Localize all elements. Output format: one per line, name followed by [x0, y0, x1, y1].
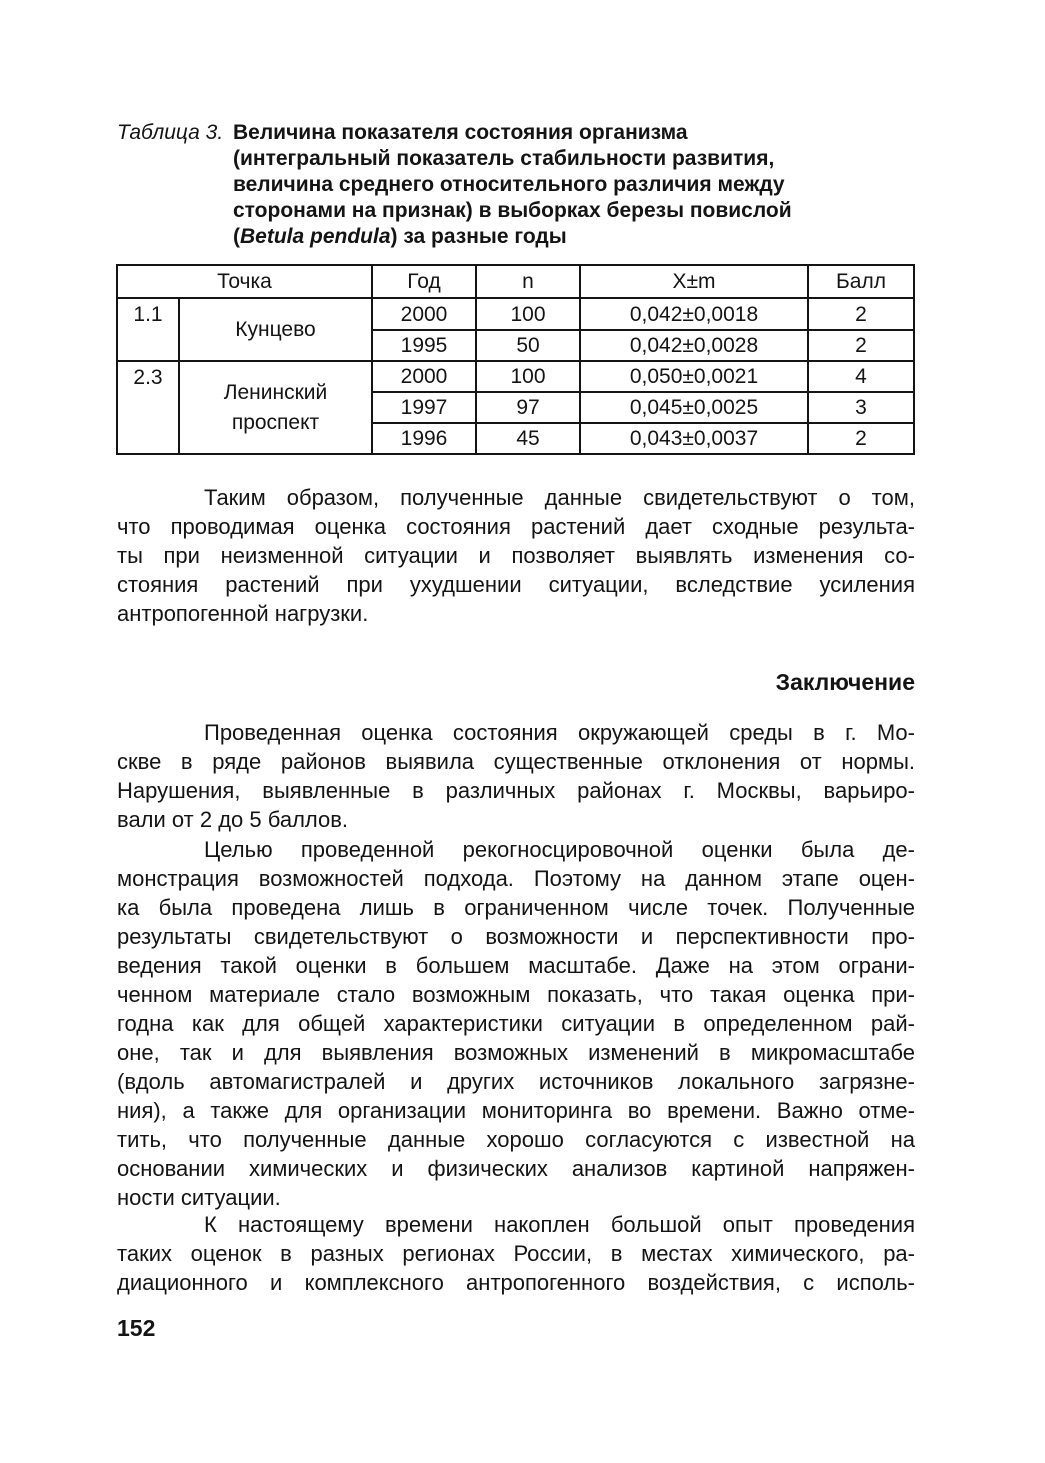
cell-score: 2 — [808, 423, 914, 454]
table-caption-label: Таблица 3. — [117, 121, 224, 144]
text-line: ведения такой оценки в большем масштабе. Даже на этом ограни- — [117, 953, 915, 978]
body-paragraph — [117, 1210, 915, 1297]
cell-mean: 0,042±0,0028 — [580, 330, 808, 361]
cell-year: 1997 — [372, 392, 476, 423]
cell-mean: 0,050±0,0021 — [580, 361, 808, 392]
cell-year: 1996 — [372, 423, 476, 454]
text-line: стояния растений при ухудшении ситуации, вследствие усиления — [117, 572, 915, 597]
table-header-row — [117, 265, 914, 298]
caption-line: (интегральный показатель стабильности развития, — [233, 147, 775, 170]
cell-score: 4 — [808, 361, 914, 392]
point-name-line: Ленинский — [223, 380, 328, 404]
text-line: Целью проведенной рекогносцировочной оценки была де- — [204, 837, 915, 862]
caption-line-rest: ) за разные годы — [390, 225, 567, 248]
body-paragraph — [117, 835, 915, 1212]
caption-line: величина среднего относительного различия между — [233, 173, 785, 196]
cell-mean: 0,043±0,0037 — [580, 423, 808, 454]
caption-line: сторонами на признак) в выборках березы повислой — [233, 199, 792, 222]
text-line: вали от 2 до 5 баллов. — [117, 807, 349, 832]
point-name-line: проспект — [231, 410, 320, 434]
header-year: Год — [372, 265, 476, 298]
text-line: ченном материале стало возможным показать, что такая оценка при- — [117, 982, 915, 1007]
text-line: антропогенной нагрузки. — [117, 601, 369, 626]
cell-score: 2 — [808, 298, 914, 330]
text-line: Проведенная оценка состояния окружающей среды в г. Мо- — [204, 720, 915, 745]
caption-line: Величина показателя состояния организма — [233, 121, 688, 144]
text-line: тить, что полученные данные хорошо согласуются с известной на — [117, 1127, 915, 1152]
text-line: К настоящему времени накоплен большой опыт проведения — [204, 1212, 915, 1237]
text-line: основании химических и физических анализов картиной напряжен- — [117, 1156, 915, 1181]
cell-year: 1995 — [372, 330, 476, 361]
caption-line — [233, 224, 792, 250]
species-name: Betula pendula — [240, 225, 391, 248]
cell-score: 2 — [808, 330, 914, 361]
cell-n: 100 — [476, 298, 580, 330]
header-point: Точка — [117, 265, 372, 298]
cell-n: 45 — [476, 423, 580, 454]
cell-n: 97 — [476, 392, 580, 423]
cell-year: 2000 — [372, 298, 476, 330]
header-n: n — [476, 265, 580, 298]
text-line: ка была проведена лишь в ограниченном числе точек. Полученные — [117, 895, 915, 920]
caption-open-paren: ( — [233, 225, 240, 248]
point-name — [179, 361, 372, 454]
text-line: Нарушения, выявленные в различных районах г. Москвы, варьиро- — [117, 778, 915, 803]
cell-mean: 0,042±0,0018 — [580, 298, 808, 330]
text-line: скве в ряде районов выявила существенные отклонения от нормы. — [117, 749, 915, 774]
cell-n: 100 — [476, 361, 580, 392]
text-line: (вдоль автомагистралей и других источников локального загрязне- — [117, 1069, 915, 1094]
header-score: Балл — [808, 265, 914, 298]
body-paragraph — [117, 718, 915, 834]
text-line: годна как для общей характеристики ситуации в определенном рай- — [117, 1011, 915, 1036]
text-line: ности ситуации. — [117, 1185, 281, 1210]
point-name — [179, 298, 372, 361]
table-row — [117, 298, 914, 330]
text-line: что проводимая оценка состояния растений дает сходные результа- — [117, 514, 915, 539]
text-line: монстрация возможностей подхода. Поэтому на данном этапе оцен- — [117, 866, 915, 891]
cell-n: 50 — [476, 330, 580, 361]
cell-year: 2000 — [372, 361, 476, 392]
text-line: таких оценок в разных регионах России, в местах химического, ра- — [117, 1241, 915, 1266]
point-name-line: Кунцево — [235, 317, 316, 341]
header-mean: X±m — [580, 265, 808, 298]
text-line: оне, так и для выявления возможных изменений в микромасштабе — [117, 1040, 915, 1065]
results-table — [116, 264, 915, 455]
page-number: 152 — [117, 1315, 156, 1341]
text-line: ния), а также для организации мониторинга во времени. Важно отме- — [117, 1098, 915, 1123]
text-line: ты при неизменной ситуации и позволяет выявлять изменения со- — [117, 543, 915, 568]
section-heading: Заключение — [775, 669, 915, 695]
text-line: диационного и комплексного антропогенного воздействия, с исполь- — [117, 1270, 915, 1295]
point-id: 1.1 — [117, 298, 179, 361]
point-id: 2.3 — [117, 361, 179, 454]
text-line: Таким образом, полученные данные свидетельствуют о том, — [204, 485, 915, 510]
text-line: результаты свидетельствуют о возможности и перспективности про- — [117, 924, 915, 949]
body-paragraph — [117, 483, 915, 628]
table-row — [117, 361, 914, 392]
table-caption — [233, 120, 792, 250]
cell-score: 3 — [808, 392, 914, 423]
cell-mean: 0,045±0,0025 — [580, 392, 808, 423]
